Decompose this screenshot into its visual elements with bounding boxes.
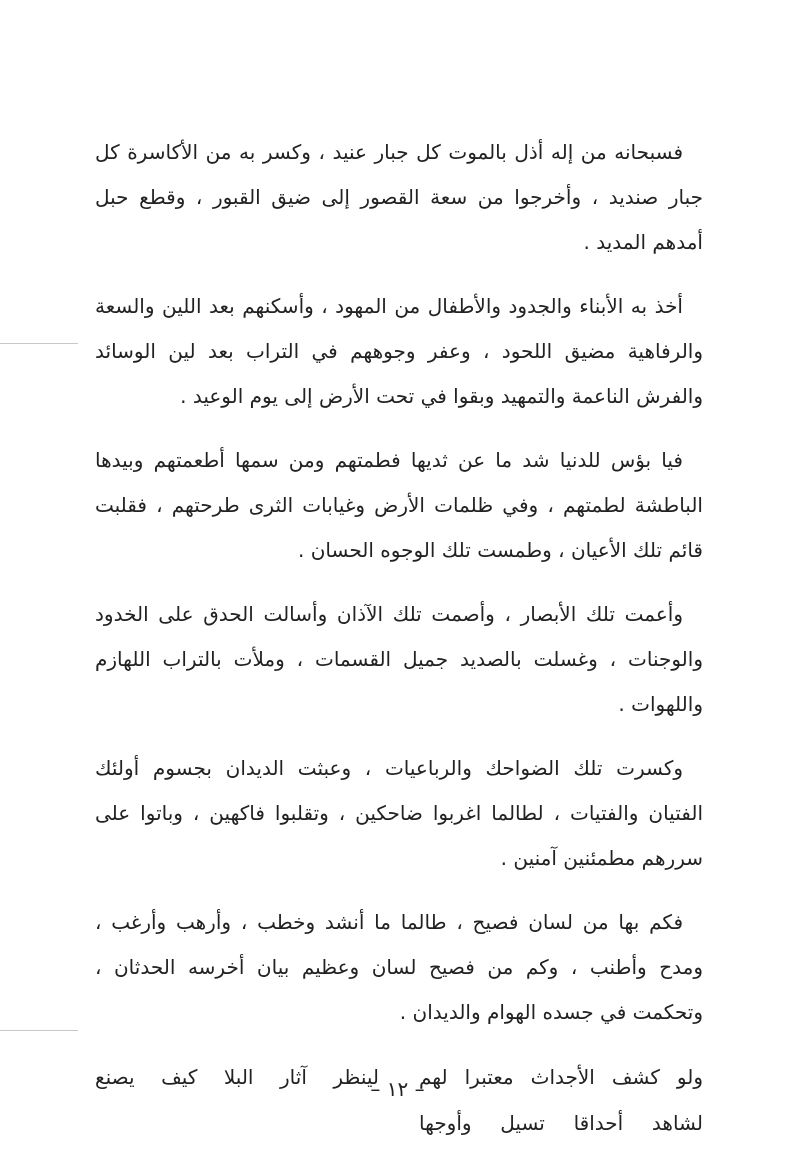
page-number: – ١٢ –: [370, 1077, 425, 1101]
paragraph-3: فيا بؤس للدنيا شد ما عن ثديها فطمتهم ومن سمها أطعمتهم وبيدها الباطشة لطمتهم ، وفي ظلمات الأرض وغيابات الثرى طرحتهم ، فقلبت قائم تلك الأعيان ، وطمست تلك الوجوه الحسان .: [95, 448, 703, 562]
page-body: [95, 130, 703, 1146]
verse-line-1-second-hemistich: لينظر آثار البلا كيف يصنع: [95, 1065, 379, 1089]
verse-line-2-second-hemistich: [95, 1100, 379, 1146]
paragraph-5: وكسرت تلك الضواحك والرباعيات ، وعبثت الديدان بجسوم أولئك الفتيان والفتيات ، لطالما اغربوا ضاحكين ، وتقلبوا فاكهين ، وباتوا على سررهم مطمئنين آمنين .: [95, 756, 703, 870]
verse-line-1-first-hemistich: ولو كشف الأجداث معتبرا لهم: [419, 1065, 703, 1089]
paragraph-4: وأعمت تلك الأبصار ، وأصمت تلك الآذان وأسالت الحدق على الخدود والوجنات ، وغسلت بالصديد جميل القسمات ، وملأت بالتراب اللهازم واللهوات .: [95, 602, 703, 716]
verse-line-2-first-hemistich: لشاهد أحداقا تسيل وأوجها: [419, 1111, 703, 1135]
paragraph-2: أخذ به الأبناء والجدود والأطفال من المهود ، وأسكنهم بعد اللين والسعة والرفاهية مضيق اللحود ، وعفر وجوههم في التراب بعد لين الوسائد والفرش الناعمة والتمهيد وبقوا في تحت الأرض إلى يوم الوعيد .: [95, 294, 703, 408]
paragraph-6: فكم بها من لسان فصيح ، طالما ما أنشد وخطب ، وأرهب وأرغب ، ومدح وأطنب ، وكم من فصيح لسان وعظيم بيان أخرسه الحدثان ، وتحكمت في جسده الهوام والديدان .: [95, 910, 703, 1024]
scan-margin-line-bottom: [0, 1030, 78, 1031]
scan-margin-line-top: [0, 343, 78, 344]
verse-line-2: [95, 1100, 703, 1146]
paragraph-1: فسبحانه من إله أذل بالموت كل جبار عنيد ، وكسر به من الأكاسرة كل جبار صنديد ، وأخرجوا من سعة القصور إلى ضيق القبور ، وقطع حبل أمدهم المديد .: [95, 140, 703, 254]
